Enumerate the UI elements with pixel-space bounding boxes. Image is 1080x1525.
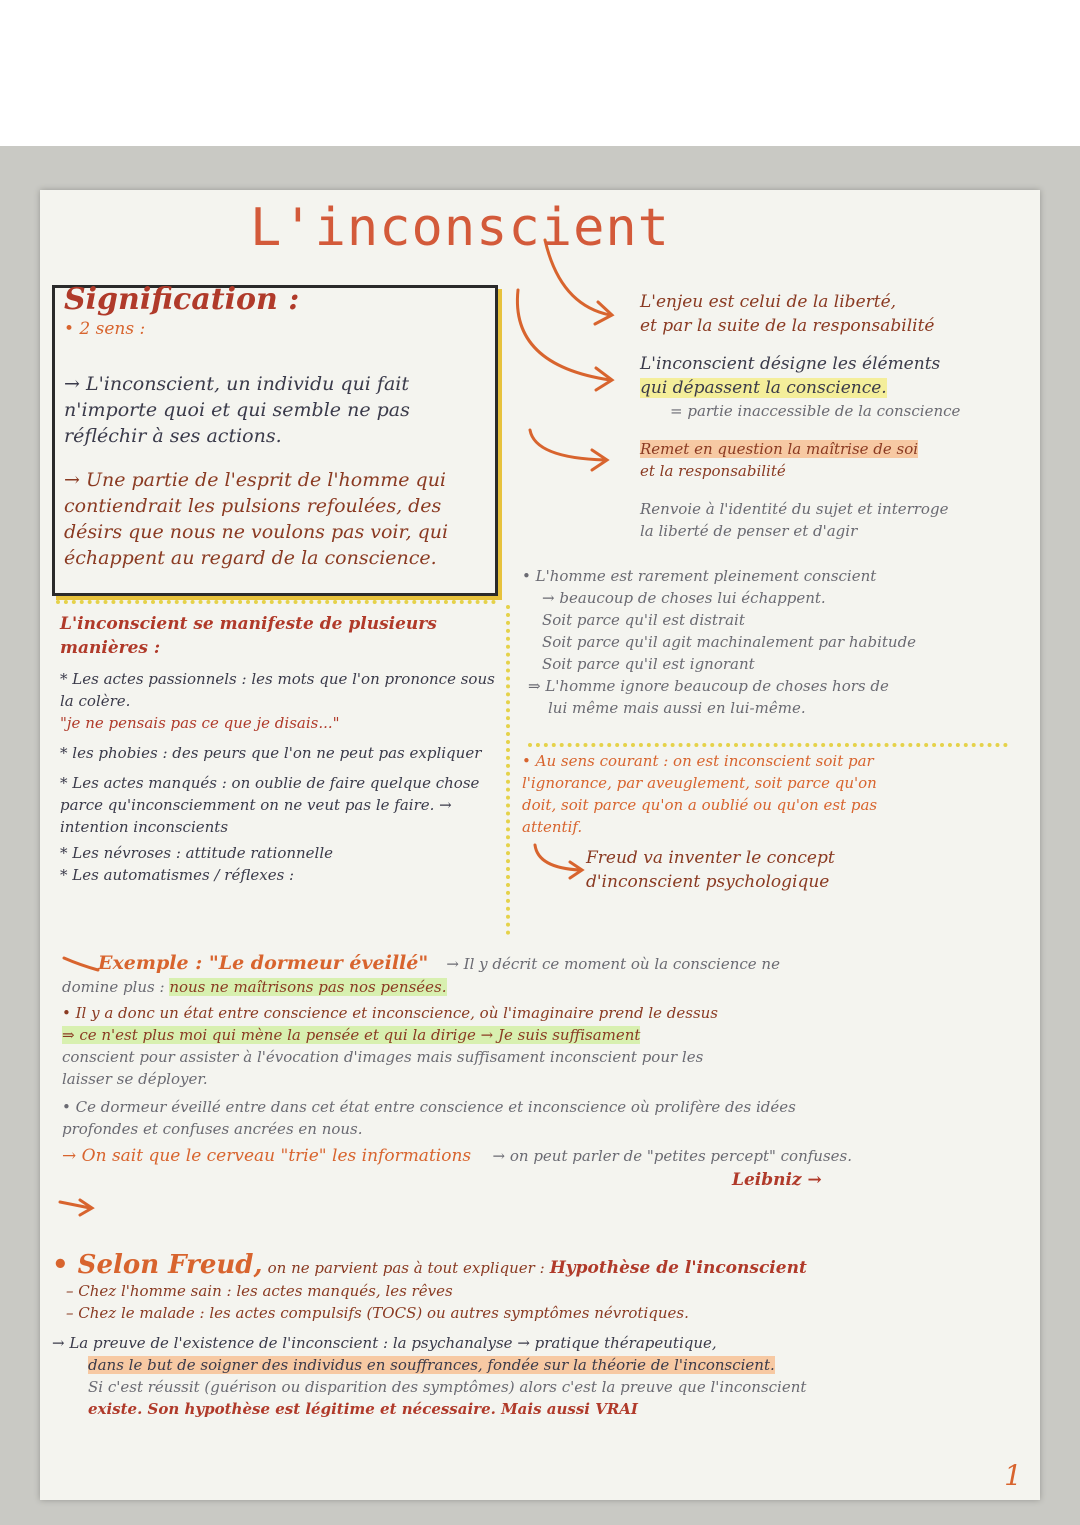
renvoie-line-2: la liberté de penser et d'agir — [640, 522, 858, 540]
freud-heading-line — [52, 1250, 1032, 1280]
homme-line-4: Soit parce qu'il agit machinalement par habitude — [542, 633, 917, 651]
hypothese-label: Hypothèse de l'inconscient — [549, 1258, 807, 1278]
remet-line-2: et la responsabilité — [640, 462, 786, 480]
sens-1: → L'inconscient, un individu qui fait n'importe quoi et qui semble ne pas réfléchir à ses actions. — [64, 373, 410, 447]
sens-courant-block — [522, 750, 1032, 894]
freud-line-3: → La preuve de l'existence de l'inconscient : la psychanalyse → pratique thérapeutique, — [52, 1334, 717, 1352]
exemple-arrow-text: → Il y décrit ce moment où la conscience ne — [446, 955, 780, 973]
remet-line-1-text: Remet en question la maîtrise de soi — [640, 440, 919, 458]
cerveau-text: → On sait que le cerveau "trie" les informations — [62, 1146, 472, 1166]
designe-line-1: L'inconscient désigne les éléments — [640, 354, 941, 374]
exemple-line-7: • Ce dormeur éveillé entre dans cet état entre conscience et inconscience où prolifère des idées — [62, 1098, 796, 1116]
designe-line-2 — [640, 376, 1030, 400]
courant-line-3: doit, soit parce qu'on a oublié ou qu'on est pas — [522, 796, 878, 814]
freud-section — [52, 1250, 1032, 1420]
right-notes-middle — [522, 565, 1032, 719]
courant-line-2: l'ignorance, par aveuglement, soit parce qu'on — [522, 774, 877, 792]
courant-line-1: • Au sens courant : on est inconscient soit par — [522, 752, 874, 770]
freud-line-2: – Chez le malade : les actes compulsifs (TOCS) ou autres symptômes névrotiques. — [66, 1304, 689, 1322]
signification-sub: • 2 sens : — [64, 319, 146, 339]
homme-line-1: • L'homme est rarement pleinement conscient — [522, 567, 877, 585]
exemple-line-2a: domine plus : — [62, 978, 165, 996]
homme-line-6: ⇒ L'homme ignore beaucoup de choses hors de — [528, 677, 889, 695]
leibniz-label: Leibniz → — [732, 1170, 822, 1190]
arrow-3 — [530, 430, 605, 460]
freud-line-4 — [52, 1354, 1032, 1376]
freud-line-5: Si c'est réussit (guérison ou disparition des symptômes) alors c'est la preuve que l'inconscient — [88, 1378, 807, 1396]
exemple-line-4-text: ⇒ ce n'est plus moi qui mène la pensée et qui la dirige → Je suis suffisament — [62, 1026, 641, 1044]
exemple-line-4 — [62, 1024, 1032, 1046]
notes-sheet — [40, 190, 1040, 1500]
exemple-line-9 — [62, 1144, 1032, 1168]
exemple-line-3: • Il y a donc un état entre conscience et inconscience, où l'imaginaire prend le dessus — [62, 1004, 718, 1022]
sens-2: → Une partie de l'esprit de l'homme qui contiendrait les pulsions refoulées, des désirs que nous ne voulons pas voir, qui échappent au regard de la conscience. — [64, 469, 449, 569]
dotted-separator-right — [528, 743, 1008, 747]
manifeste-heading: L'inconscient se manifeste de plusieurs manières : — [60, 614, 437, 658]
designe-line-2-text: qui dépassent la conscience. — [640, 378, 887, 398]
exemple-line-5: conscient pour assister à l'évocation d'images mais suffisament inconscient pour les — [62, 1048, 704, 1066]
designe-line-3: = partie inaccessible de la conscience — [670, 402, 961, 420]
homme-line-3: Soit parce qu'il est distrait — [542, 611, 745, 629]
freud-line-6: existe. Son hypothèse est légitime et nécessaire. Mais aussi VRAI — [88, 1400, 638, 1418]
percept-text: → on peut parler de "petites percept" confuses. — [492, 1147, 852, 1165]
page-number: 1 — [1004, 1459, 1022, 1492]
manifeste-item-1: * Les actes passionnels : les mots que l'on prononce sous la colère. — [60, 670, 495, 710]
renvoie-line-1: Renvoie à l'identité du sujet et interroge — [640, 500, 949, 518]
homme-line-7: lui même mais aussi en lui-même. — [548, 699, 806, 717]
dotted-separator-vertical — [506, 605, 510, 935]
courant-line-4: attentif. — [522, 818, 583, 836]
right-notes-top — [640, 290, 1030, 542]
manifeste-item-2: * les phobies : des peurs que l'on ne peut pas expliquer — [60, 744, 482, 762]
freud-concept-line-1: Freud va inventer le concept — [586, 848, 835, 868]
manifeste-item-3: * Les actes manqués : on oublie de faire quelque chose parce qu'inconsciemment on ne veut pas le faire. → intention inconscients — [60, 774, 480, 836]
manifeste-item-4: * Les névroses : attitude rationnelle — [60, 844, 334, 862]
freud-line-4-text: dans le but de soigner des individus en souffrances, fondée sur la théorie de l'inconscient. — [88, 1356, 775, 1374]
signification-section — [64, 282, 484, 571]
exemple-line-6: laisser se déployer. — [62, 1070, 208, 1088]
exemple-line-2 — [62, 976, 1032, 998]
manifeste-item-1-quote: "je ne pensais pas ce que je disais..." — [60, 714, 340, 732]
exemple-line-1 — [62, 950, 1032, 976]
homme-line-2: → beaucoup de choses lui échappent. — [542, 589, 826, 607]
exemple-line-2b: nous ne maîtrisons pas nos pensées. — [169, 978, 447, 996]
dotted-separator-left — [56, 600, 496, 604]
freud-heading-rest: on ne parvient pas à tout expliquer : — [267, 1259, 545, 1277]
exemple-heading: Exemple : "Le dormeur éveillé" — [98, 952, 429, 974]
freud-concept-line-2: d'inconscient psychologique — [586, 872, 830, 892]
freud-heading: • Selon Freud, — [52, 1250, 263, 1280]
manifeste-section — [60, 612, 500, 886]
freud-line-1: – Chez l'homme sain : les actes manqués, les rêves — [66, 1282, 453, 1300]
exemple-line-8: profondes et confuses ancrées en nous. — [62, 1120, 363, 1138]
signification-heading: Signification : — [64, 282, 300, 317]
enjeu-line-2: et par la suite de la responsabilité — [640, 316, 935, 336]
homme-line-5: Soit parce qu'il est ignorant — [542, 655, 755, 673]
manifeste-item-5: * Les automatismes / réflexes : — [60, 866, 295, 884]
exemple-section — [62, 950, 1032, 1192]
arrow-2 — [517, 290, 610, 380]
enjeu-line-1: L'enjeu est celui de la liberté, — [640, 292, 897, 312]
remet-line-1 — [640, 438, 1030, 460]
page-title: L'inconscient — [250, 198, 670, 258]
